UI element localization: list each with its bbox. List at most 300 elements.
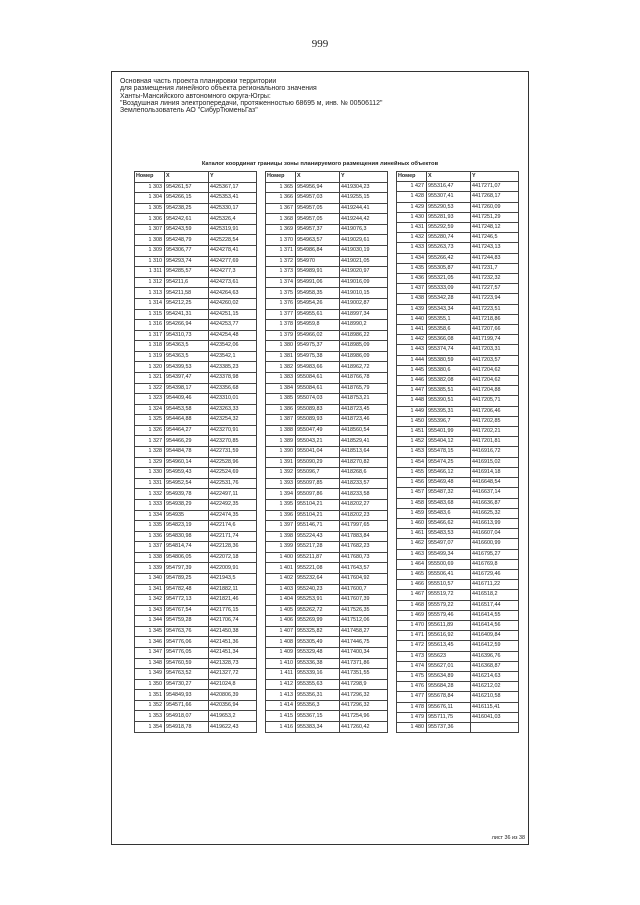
header-line: Ханты-Мансийского автономного округа-Югры: (120, 92, 271, 100)
table-row (135, 637, 260, 648)
x-coordinate: 955385,51 (427, 386, 471, 396)
table-row (266, 351, 391, 362)
table-row (266, 584, 391, 595)
table-row (266, 277, 391, 288)
table-row (397, 498, 522, 508)
table-row (397, 416, 522, 426)
table-row (135, 573, 260, 584)
x-coordinate: 955342,28 (427, 294, 471, 304)
point-number: 1 458 (397, 498, 427, 508)
table-row (135, 658, 260, 669)
x-coordinate: 954789,25 (165, 573, 209, 584)
table-row (135, 214, 260, 225)
table-row (397, 549, 522, 559)
x-coordinate: 954959,8 (296, 320, 340, 331)
point-number: 1 304 (135, 193, 165, 204)
table-row (397, 182, 522, 192)
point-number: 1 333 (135, 499, 165, 510)
y-coordinate: 4418202,23 (340, 510, 388, 521)
x-coordinate: 955336,38 (296, 658, 340, 669)
y-coordinate: 4418268,6 (340, 468, 388, 479)
column-header: Y (209, 172, 257, 183)
point-number: 1 381 (266, 351, 296, 362)
y-coordinate: 4418753,21 (340, 394, 388, 405)
x-coordinate: 955478,15 (427, 447, 471, 457)
x-coordinate: 955579,46 (427, 610, 471, 620)
point-number: 1 450 (397, 416, 427, 426)
point-number: 1 404 (266, 595, 296, 606)
y-coordinate: 4418723,45 (340, 404, 388, 415)
x-coordinate: 955684,28 (427, 682, 471, 692)
x-coordinate: 955500,69 (427, 559, 471, 569)
y-coordinate: 4421882,11 (209, 584, 257, 595)
point-number: 1 342 (135, 595, 165, 606)
x-coordinate: 955084,61 (296, 383, 340, 394)
point-number: 1 344 (135, 616, 165, 627)
column-header: X (296, 172, 340, 183)
y-coordinate: 4422072,18 (209, 552, 257, 563)
point-number: 1 452 (397, 437, 427, 447)
point-number: 1 382 (266, 362, 296, 373)
point-number: 1 480 (397, 722, 427, 732)
table-row (135, 288, 260, 299)
point-number: 1 474 (397, 661, 427, 671)
x-coordinate: 954211,58 (165, 288, 209, 299)
table-row (397, 314, 522, 324)
x-coordinate: 954939,78 (165, 489, 209, 500)
table-row (397, 518, 522, 528)
y-coordinate: 4419029,61 (340, 235, 388, 246)
point-number: 1 332 (135, 489, 165, 500)
x-coordinate: 955355,63 (296, 679, 340, 690)
table-row (397, 294, 522, 304)
x-coordinate: 954966,02 (296, 330, 340, 341)
table-row (135, 330, 260, 341)
point-number: 1 473 (397, 651, 427, 661)
point-number: 1 345 (135, 626, 165, 637)
x-coordinate: 955089,83 (296, 404, 340, 415)
x-coordinate: 954958,35 (296, 288, 340, 299)
point-number: 1 432 (397, 233, 427, 243)
point-number: 1 367 (266, 203, 296, 214)
point-number: 1 465 (397, 569, 427, 579)
x-coordinate: 955358,6 (427, 325, 471, 335)
x-coordinate: 955483,68 (427, 498, 471, 508)
y-coordinate: 4417260,42 (340, 722, 388, 733)
y-coordinate: 4418270,82 (340, 457, 388, 468)
y-coordinate: 4417680,73 (340, 552, 388, 563)
point-number: 1 433 (397, 243, 427, 253)
x-coordinate: 954760,59 (165, 658, 209, 669)
x-coordinate: 954955,61 (296, 309, 340, 320)
table-row (397, 702, 522, 712)
table-row (266, 489, 391, 500)
x-coordinate: 955269,99 (296, 616, 340, 627)
point-number: 1 430 (397, 212, 427, 222)
point-number: 1 314 (135, 298, 165, 309)
point-number: 1 436 (397, 274, 427, 284)
table-row (397, 243, 522, 253)
column-header: Y (340, 172, 388, 183)
x-coordinate: 954952,54 (165, 478, 209, 489)
table-row (135, 256, 260, 267)
y-coordinate: 4416115,41 (471, 702, 519, 712)
point-number: 1 401 (266, 563, 296, 574)
table-row (266, 203, 391, 214)
table-row (397, 600, 522, 610)
table-row (266, 531, 391, 542)
x-coordinate: 954466,29 (165, 436, 209, 447)
x-coordinate: 955382,08 (427, 376, 471, 386)
point-number: 1 440 (397, 314, 427, 324)
table-row (135, 521, 260, 532)
x-coordinate: 954363,5 (165, 351, 209, 362)
point-number: 1 442 (397, 335, 427, 345)
x-coordinate: 955325,82 (296, 626, 340, 637)
y-coordinate: 4424253,77 (209, 320, 257, 331)
table-row (266, 457, 391, 468)
column-header: Y (471, 172, 519, 182)
table-row (397, 488, 522, 498)
table-row (397, 365, 522, 375)
x-coordinate: 954464,27 (165, 425, 209, 436)
x-coordinate: 954212,25 (165, 298, 209, 309)
table-row (397, 263, 522, 273)
y-coordinate: 4417458,27 (340, 626, 388, 637)
y-coordinate: 4421706,74 (209, 616, 257, 627)
y-coordinate: 4417201,81 (471, 437, 519, 447)
table-row (397, 661, 522, 671)
table-row (397, 202, 522, 212)
y-coordinate: 4417232,32 (471, 274, 519, 284)
y-coordinate: 4416368,87 (471, 661, 519, 671)
table-row (266, 563, 391, 574)
y-coordinate: 4422531,76 (209, 478, 257, 489)
point-number: 1 478 (397, 702, 427, 712)
y-coordinate: 4417218,86 (471, 314, 519, 324)
table-row (266, 521, 391, 532)
table-row (397, 539, 522, 549)
x-coordinate: 954398,17 (165, 383, 209, 394)
coordinate-tables (134, 171, 522, 733)
x-coordinate: 955497,07 (427, 539, 471, 549)
table-row (266, 224, 391, 235)
point-number: 1 348 (135, 658, 165, 669)
x-coordinate: 955280,74 (427, 233, 471, 243)
point-number: 1 371 (266, 246, 296, 257)
y-coordinate: 4418233,57 (340, 478, 388, 489)
table-row (135, 499, 260, 510)
y-coordinate: 4423263,33 (209, 404, 257, 415)
point-number: 1 463 (397, 549, 427, 559)
point-number: 1 335 (135, 521, 165, 532)
point-number: 1 341 (135, 584, 165, 595)
y-coordinate: 4416625,32 (471, 508, 519, 518)
table-row (397, 569, 522, 579)
y-coordinate: 4416607,04 (471, 529, 519, 539)
y-coordinate: 4417526,35 (340, 605, 388, 616)
x-coordinate: 954797,39 (165, 563, 209, 574)
y-coordinate: 4423385,23 (209, 362, 257, 373)
x-coordinate: 954782,48 (165, 584, 209, 595)
y-coordinate: 4416214,63 (471, 671, 519, 681)
table-row (135, 404, 260, 415)
table-row (266, 669, 391, 680)
table-row (397, 631, 522, 641)
y-coordinate: 4419244,42 (340, 214, 388, 225)
point-number: 1 400 (266, 552, 296, 563)
y-coordinate: 4424278,41 (209, 246, 257, 257)
table-header-row (266, 172, 391, 183)
x-coordinate: 955711,75 (427, 712, 471, 722)
coordinate-table (265, 171, 391, 733)
x-coordinate: 955305,49 (296, 637, 340, 648)
x-coordinate: 954464,88 (165, 415, 209, 426)
table-row (397, 406, 522, 416)
table-row (266, 626, 391, 637)
point-number: 1 435 (397, 263, 427, 273)
y-coordinate: 4417199,74 (471, 335, 519, 345)
x-coordinate: 955383,34 (296, 722, 340, 733)
y-coordinate: 4417371,86 (340, 658, 388, 669)
point-number: 1 329 (135, 457, 165, 468)
x-coordinate: 955627,01 (427, 661, 471, 671)
table-row (397, 610, 522, 620)
point-number: 1 338 (135, 552, 165, 563)
y-coordinate: 4417298,9 (340, 679, 388, 690)
x-coordinate: 954975,38 (296, 351, 340, 362)
point-number: 1 397 (266, 521, 296, 532)
page-number: 999 (311, 38, 329, 50)
x-coordinate: 954399,53 (165, 362, 209, 373)
point-number: 1 351 (135, 690, 165, 701)
point-number: 1 352 (135, 700, 165, 711)
y-coordinate: 4424273,61 (209, 277, 257, 288)
point-number: 1 388 (266, 425, 296, 436)
point-number: 1 308 (135, 235, 165, 246)
y-coordinate: 4425367,17 (209, 182, 257, 193)
point-number: 1 315 (135, 309, 165, 320)
y-coordinate: 4417243,13 (471, 243, 519, 253)
x-coordinate: 954823,19 (165, 521, 209, 532)
y-coordinate: 4424251,15 (209, 309, 257, 320)
x-coordinate: 955333,09 (427, 284, 471, 294)
header-line: Основная часть проекта планировки территории (120, 78, 277, 85)
point-number: 1 326 (135, 425, 165, 436)
x-coordinate: 955253,91 (296, 595, 340, 606)
y-coordinate: 4423270,85 (209, 436, 257, 447)
x-coordinate: 954956,94 (296, 182, 340, 193)
y-coordinate: 4417271,07 (471, 182, 519, 192)
x-coordinate: 955292,59 (427, 223, 471, 233)
y-coordinate: 4416212,02 (471, 682, 519, 692)
table-row (266, 341, 391, 352)
point-number: 1 383 (266, 372, 296, 383)
y-coordinate: 4419020,97 (340, 267, 388, 278)
y-coordinate: 4425228,54 (209, 235, 257, 246)
y-coordinate: 4416041,03 (471, 712, 519, 722)
x-coordinate: 954248,79 (165, 235, 209, 246)
table-row (135, 626, 260, 637)
x-coordinate: 954763,76 (165, 626, 209, 637)
point-number: 1 466 (397, 580, 427, 590)
table-row (266, 320, 391, 331)
point-number: 1 322 (135, 383, 165, 394)
y-coordinate: 4417260,09 (471, 202, 519, 212)
column-header: X (427, 172, 471, 182)
y-coordinate: 4421451,34 (209, 648, 257, 659)
y-coordinate: 4423356,68 (209, 383, 257, 394)
x-coordinate: 955084,61 (296, 372, 340, 383)
table-row (266, 267, 391, 278)
y-coordinate: 4424254,48 (209, 330, 257, 341)
y-coordinate: 4417351,55 (340, 669, 388, 680)
x-coordinate: 955104,21 (296, 499, 340, 510)
x-coordinate: 954986,84 (296, 246, 340, 257)
table-row (266, 648, 391, 659)
table-row (397, 396, 522, 406)
y-coordinate: 4416916,72 (471, 447, 519, 457)
point-number: 1 406 (266, 616, 296, 627)
column-header: Номер (135, 172, 165, 183)
x-coordinate: 955611,89 (427, 620, 471, 630)
table-row (397, 335, 522, 345)
point-number: 1 468 (397, 600, 427, 610)
y-coordinate: 4416613,99 (471, 518, 519, 528)
x-coordinate: 954918,07 (165, 711, 209, 722)
x-coordinate: 954759,28 (165, 616, 209, 627)
table-row (397, 284, 522, 294)
point-number: 1 472 (397, 641, 427, 651)
table-row (266, 309, 391, 320)
y-coordinate: 4424264,63 (209, 288, 257, 299)
y-coordinate: 4418765,79 (340, 383, 388, 394)
x-coordinate: 955499,34 (427, 549, 471, 559)
y-coordinate: 4416600,99 (471, 539, 519, 549)
x-coordinate: 954238,25 (165, 203, 209, 214)
x-coordinate: 955305,87 (427, 263, 471, 273)
point-number: 1 394 (266, 489, 296, 500)
table-row (135, 531, 260, 542)
x-coordinate: 955380,6 (427, 365, 471, 375)
point-number: 1 377 (266, 309, 296, 320)
table-row (397, 457, 522, 467)
table-header-row (397, 172, 522, 182)
point-number: 1 385 (266, 394, 296, 405)
point-number: 1 464 (397, 559, 427, 569)
y-coordinate: 4417202,21 (471, 427, 519, 437)
point-number: 1 327 (135, 436, 165, 447)
table-row (266, 182, 391, 193)
y-coordinate: 4419244,41 (340, 203, 388, 214)
x-coordinate: 955374,74 (427, 345, 471, 355)
table-row (266, 256, 391, 267)
table-row (266, 235, 391, 246)
table-row (266, 425, 391, 436)
point-number: 1 387 (266, 415, 296, 426)
x-coordinate: 954776,05 (165, 648, 209, 659)
table-row (266, 468, 391, 479)
point-number: 1 384 (266, 383, 296, 394)
x-coordinate: 955366,08 (427, 335, 471, 345)
x-coordinate: 954963,57 (296, 235, 340, 246)
y-coordinate: 4417204,62 (471, 365, 519, 375)
point-number: 1 416 (266, 722, 296, 733)
table-row (135, 309, 260, 320)
y-coordinate: 4422731,59 (209, 447, 257, 458)
y-coordinate: 4416517,44 (471, 600, 519, 610)
point-number: 1 380 (266, 341, 296, 352)
y-coordinate: 4417227,57 (471, 284, 519, 294)
table-row (397, 682, 522, 692)
table-row (135, 362, 260, 373)
x-coordinate: 955510,57 (427, 580, 471, 590)
point-number: 1 320 (135, 362, 165, 373)
x-coordinate: 954954,26 (296, 298, 340, 309)
point-number: 1 349 (135, 669, 165, 680)
y-coordinate: 4425326,4 (209, 214, 257, 225)
x-coordinate: 955356,3 (296, 700, 340, 711)
coordinate-table (396, 171, 522, 733)
point-number: 1 305 (135, 203, 165, 214)
table-row (397, 620, 522, 630)
point-number: 1 475 (397, 671, 427, 681)
table-row (397, 580, 522, 590)
table-row (135, 605, 260, 616)
point-number: 1 318 (135, 341, 165, 352)
table-row (135, 616, 260, 627)
point-number: 1 413 (266, 690, 296, 701)
y-coordinate: 4417997,65 (340, 521, 388, 532)
table-row (135, 182, 260, 193)
table-row (266, 447, 391, 458)
x-coordinate: 954975,37 (296, 341, 340, 352)
point-number: 1 459 (397, 508, 427, 518)
x-coordinate: 955623 (427, 651, 471, 661)
table-row (135, 372, 260, 383)
y-coordinate: 4422171,74 (209, 531, 257, 542)
point-number: 1 438 (397, 294, 427, 304)
y-coordinate: 4416729,46 (471, 569, 519, 579)
table-row (397, 253, 522, 263)
point-number: 1 343 (135, 605, 165, 616)
table-row (135, 394, 260, 405)
y-coordinate: 4419076,3 (340, 224, 388, 235)
point-number: 1 398 (266, 531, 296, 542)
x-coordinate: 955613,45 (427, 641, 471, 651)
point-number: 1 407 (266, 626, 296, 637)
point-number: 1 390 (266, 447, 296, 458)
point-number: 1 309 (135, 246, 165, 257)
y-coordinate: 4417223,51 (471, 304, 519, 314)
x-coordinate: 954957,37 (296, 224, 340, 235)
x-coordinate: 954211,6 (165, 277, 209, 288)
y-coordinate: 4420356,94 (209, 700, 257, 711)
y-coordinate: 4416409,84 (471, 631, 519, 641)
x-coordinate: 954849,93 (165, 690, 209, 701)
point-number: 1 405 (266, 605, 296, 616)
table-row (397, 376, 522, 386)
x-coordinate: 955307,41 (427, 192, 471, 202)
point-number: 1 429 (397, 202, 427, 212)
y-coordinate: 4416769,8 (471, 559, 519, 569)
point-number: 1 328 (135, 447, 165, 458)
table-row (135, 457, 260, 468)
y-coordinate: 4418962,72 (340, 362, 388, 373)
table-row (266, 510, 391, 521)
point-number: 1 411 (266, 669, 296, 680)
y-coordinate: 4417600,7 (340, 584, 388, 595)
